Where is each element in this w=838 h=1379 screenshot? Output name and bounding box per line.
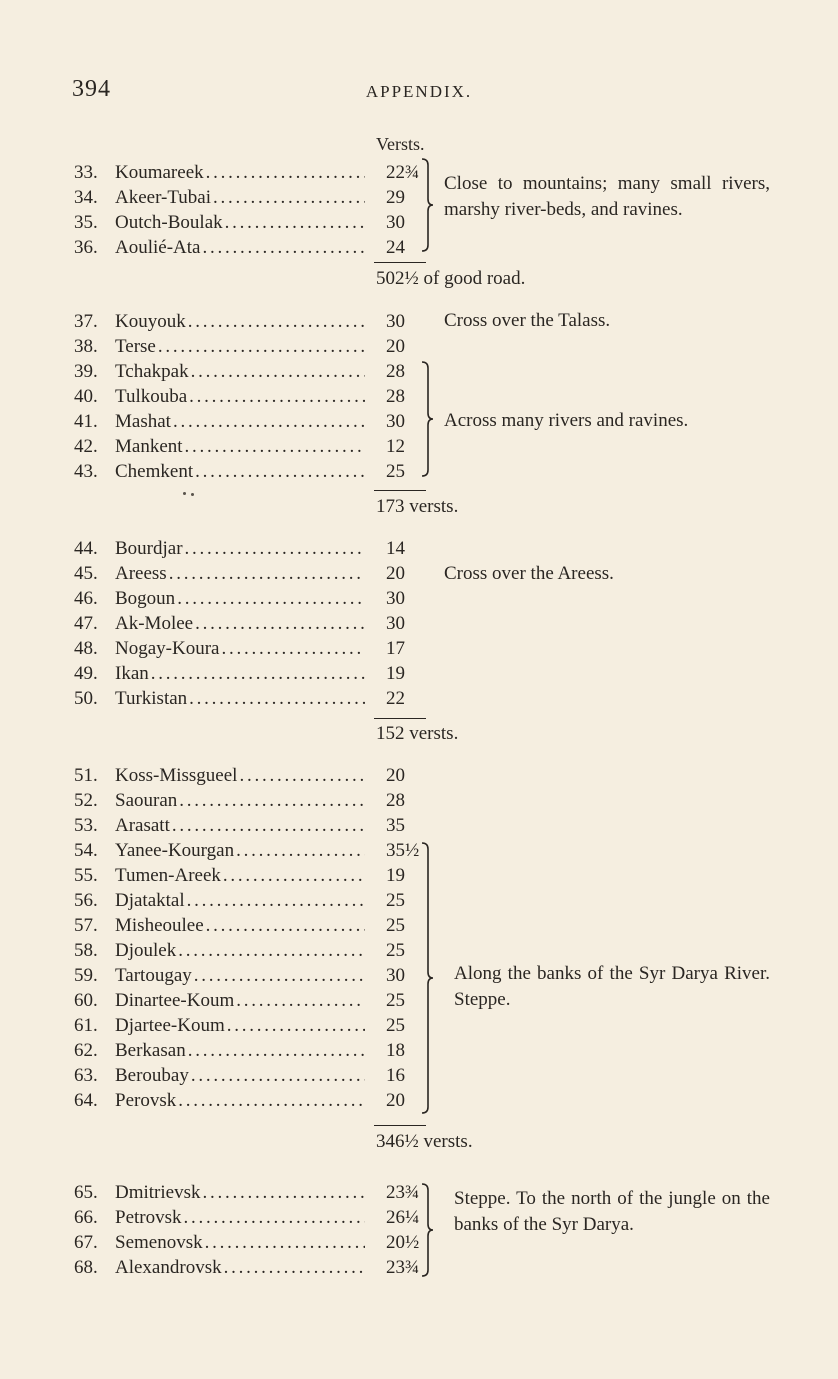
station-name: Aoulié-Ata . . . xyxy=(115,235,365,260)
ink-speck xyxy=(191,493,194,496)
station-number: 43. xyxy=(74,461,98,482)
station-number: 42. xyxy=(74,436,98,457)
station-number: 35. xyxy=(74,212,98,233)
station-number: 41. xyxy=(74,411,98,432)
station-distance: 25 xyxy=(386,915,405,936)
station-number: 58. xyxy=(74,940,98,961)
section-total: 502½ of good road. xyxy=(376,268,526,289)
station-name: Semenovsk . . . xyxy=(115,1230,365,1255)
station-name: Djartee-Koum . . . xyxy=(115,1013,365,1038)
station-distance: 19 xyxy=(386,865,405,886)
station-distance: 25 xyxy=(386,990,405,1011)
station-row xyxy=(0,1038,838,1063)
station-name: Bogoun . . . xyxy=(115,586,365,611)
sum-rule xyxy=(374,262,426,263)
station-distance: 20 xyxy=(386,765,405,786)
station-row xyxy=(0,235,838,260)
station-name: Ak-Molee . . . xyxy=(115,611,365,636)
station-row xyxy=(0,763,838,788)
station-row xyxy=(0,459,838,484)
station-number: 53. xyxy=(74,815,98,836)
station-distance: 30 xyxy=(386,965,405,986)
station-name: Berkasan . . . xyxy=(115,1038,365,1063)
station-number: 48. xyxy=(74,638,98,659)
station-name: Misheoulee . . . xyxy=(115,913,365,938)
station-distance: 28 xyxy=(386,386,405,407)
station-number: 44. xyxy=(74,538,98,559)
sum-rule xyxy=(374,1125,426,1126)
station-distance: 35 xyxy=(386,815,405,836)
sum-rule xyxy=(374,718,426,719)
station-distance: 24 xyxy=(386,237,405,258)
station-name: Mankent . . . xyxy=(115,434,365,459)
station-row xyxy=(0,863,838,888)
station-row xyxy=(0,636,838,661)
station-distance: 30 xyxy=(386,411,405,432)
station-distance: 28 xyxy=(386,361,405,382)
station-row xyxy=(0,309,838,334)
station-name: Tartougay . . . xyxy=(115,963,365,988)
brace-bracket xyxy=(420,358,436,480)
station-distance: 14 xyxy=(386,538,405,559)
station-distance: 26¼ xyxy=(386,1207,420,1228)
station-number: 50. xyxy=(74,688,98,709)
station-number: 55. xyxy=(74,865,98,886)
station-distance: 30 xyxy=(386,311,405,332)
section-total: 152 versts. xyxy=(376,723,459,744)
station-number: 61. xyxy=(74,1015,98,1036)
station-distance: 28 xyxy=(386,790,405,811)
unit-label: Versts. xyxy=(376,134,425,154)
station-number: 56. xyxy=(74,890,98,911)
station-row xyxy=(0,838,838,863)
station-number: 64. xyxy=(74,1090,98,1111)
station-row xyxy=(0,686,838,711)
station-row xyxy=(0,359,838,384)
station-number: 66. xyxy=(74,1207,98,1228)
station-distance: 25 xyxy=(386,461,405,482)
station-row xyxy=(0,1013,838,1038)
station-name: Kouyouk . . . xyxy=(115,309,365,334)
station-number: 51. xyxy=(74,765,98,786)
station-row xyxy=(0,586,838,611)
station-distance: 20 xyxy=(386,1090,405,1111)
station-number: 36. xyxy=(74,237,98,258)
station-number: 63. xyxy=(74,1065,98,1086)
station-number: 68. xyxy=(74,1257,98,1278)
station-row xyxy=(0,888,838,913)
station-distance: 17 xyxy=(386,638,405,659)
station-row xyxy=(0,788,838,813)
sum-rule xyxy=(374,490,426,491)
station-name: Areess . . . xyxy=(115,561,365,586)
station-row xyxy=(0,913,838,938)
station-distance: 23¾ xyxy=(386,1257,420,1278)
station-number: 62. xyxy=(74,1040,98,1061)
note-syr-darya: Along the banks of the Syr Darya River. Steppe. xyxy=(454,963,770,1010)
station-distance: 23¾ xyxy=(386,1182,420,1203)
station-name: Outch-Boulak . . . xyxy=(115,210,365,235)
station-row xyxy=(0,1063,838,1088)
station-name: Terse . . . xyxy=(115,334,365,359)
brace-bracket xyxy=(420,155,436,255)
station-distance: 22¾ xyxy=(386,162,420,183)
station-row xyxy=(0,561,838,586)
station-number: 40. xyxy=(74,386,98,407)
station-distance: 12 xyxy=(386,436,405,457)
station-name: Dmitrievsk . . . xyxy=(115,1180,365,1205)
station-number: 47. xyxy=(74,613,98,634)
station-name: Djoulek . . . xyxy=(115,938,365,963)
station-number: 45. xyxy=(74,563,98,584)
station-row xyxy=(0,611,838,636)
station-distance: 25 xyxy=(386,940,405,961)
station-distance: 20 xyxy=(386,563,405,584)
station-number: 34. xyxy=(74,187,98,208)
station-number: 33. xyxy=(74,162,98,183)
station-distance: 29 xyxy=(386,187,405,208)
station-name: Chemkent . . . xyxy=(115,459,365,484)
station-distance: 30 xyxy=(386,613,405,634)
station-name: Petrovsk . . . xyxy=(115,1205,365,1230)
station-number: 46. xyxy=(74,588,98,609)
station-distance: 16 xyxy=(386,1065,405,1086)
station-name: Akeer-Tubai . . . xyxy=(115,185,365,210)
station-row xyxy=(0,384,838,409)
note-areess: Cross over the Areess. xyxy=(444,563,614,584)
station-name: Bourdjar . . . xyxy=(115,536,365,561)
station-distance: 20 xyxy=(386,336,405,357)
note-steppe: Steppe. To the north of the jungle on the banks of the Syr Darya. xyxy=(454,1188,770,1235)
station-name: Alexandrovsk . . . xyxy=(115,1255,365,1280)
station-name: Tchakpak . . . xyxy=(115,359,365,384)
station-distance: 22 xyxy=(386,688,405,709)
station-row xyxy=(0,434,838,459)
station-name: Tumen-Areek . . . xyxy=(115,863,365,888)
station-number: 49. xyxy=(74,663,98,684)
station-distance: 30 xyxy=(386,212,405,233)
brace-bracket xyxy=(420,839,436,1117)
station-distance: 30 xyxy=(386,588,405,609)
station-number: 57. xyxy=(74,915,98,936)
station-distance: 35½ xyxy=(386,840,420,861)
station-name: Dinartee-Koum . . . xyxy=(115,988,365,1013)
note-rivers: Across many rivers and ravines. xyxy=(444,410,689,431)
station-row xyxy=(0,661,838,686)
station-number: 65. xyxy=(74,1182,98,1203)
brace-bracket xyxy=(420,1180,436,1280)
station-number: 39. xyxy=(74,361,98,382)
station-row xyxy=(0,1255,838,1280)
station-row xyxy=(0,536,838,561)
station-number: 38. xyxy=(74,336,98,357)
station-distance: 19 xyxy=(386,663,405,684)
station-number: 37. xyxy=(74,311,98,332)
station-name: Perovsk . . . xyxy=(115,1088,365,1113)
station-distance: 25 xyxy=(386,1015,405,1036)
note-talass: Cross over the Talass. xyxy=(444,310,611,331)
station-name: Beroubay . . . xyxy=(115,1063,365,1088)
station-name: Nogay-Koura . . . xyxy=(115,636,365,661)
station-distance: 20½ xyxy=(386,1232,420,1253)
station-row xyxy=(0,1088,838,1113)
station-row xyxy=(0,409,838,434)
station-distance: 25 xyxy=(386,890,405,911)
station-name: Djataktal . . . xyxy=(115,888,365,913)
station-name: Saouran . . . xyxy=(115,788,365,813)
note-mountains: Close to mountains; many small rivers, marshy river-beds, and ravines. xyxy=(444,173,770,220)
station-name: Mashat . . . xyxy=(115,409,365,434)
section-total: 346½ versts. xyxy=(376,1131,473,1152)
running-header: APPENDIX. xyxy=(365,82,473,101)
station-name: Koss-Missgueel . . . xyxy=(115,763,365,788)
station-name: Tulkouba . . . xyxy=(115,384,365,409)
station-row xyxy=(0,813,838,838)
station-number: 60. xyxy=(74,990,98,1011)
station-name: Koumareek . . . xyxy=(115,160,365,185)
station-number: 52. xyxy=(74,790,98,811)
station-row xyxy=(0,938,838,963)
station-name: Ikan . . . xyxy=(115,661,365,686)
station-number: 54. xyxy=(74,840,98,861)
section-total: 173 versts. xyxy=(376,496,459,517)
station-name: Turkistan . . . xyxy=(115,686,365,711)
station-name: Yanee-Kourgan . . . xyxy=(115,838,365,863)
station-distance: 18 xyxy=(386,1040,405,1061)
station-number: 67. xyxy=(74,1232,98,1253)
station-number: 59. xyxy=(74,965,98,986)
station-name: Arasatt . . . xyxy=(115,813,365,838)
ink-speck xyxy=(183,492,186,495)
page-number: 394 xyxy=(72,76,111,102)
station-row xyxy=(0,334,838,359)
